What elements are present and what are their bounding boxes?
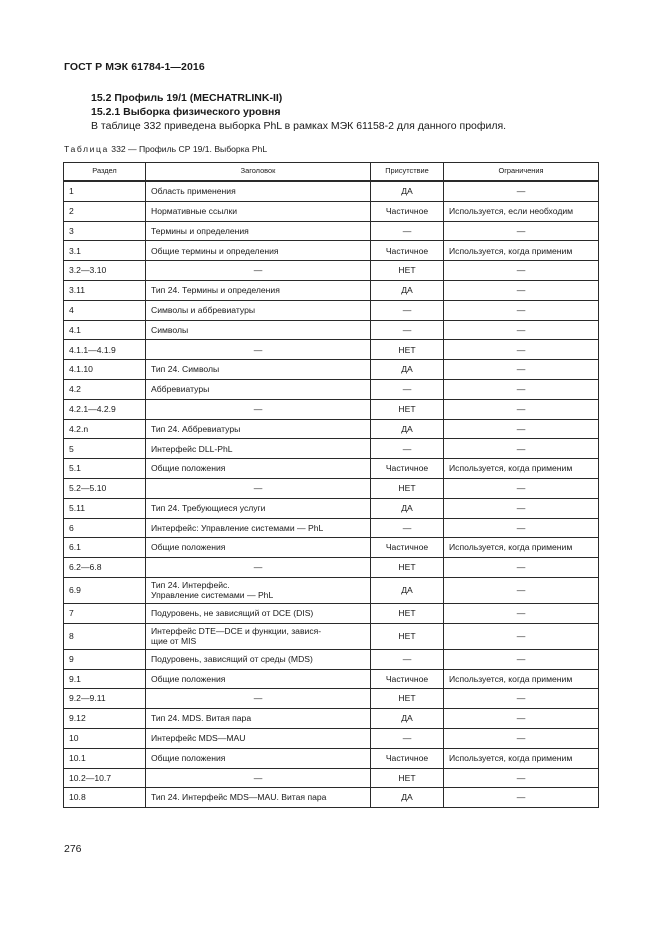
table-row bbox=[64, 649, 599, 669]
cell-title: — bbox=[146, 558, 371, 578]
cell-constraints: — bbox=[444, 340, 599, 360]
cell-constraints: Используется, когда применим bbox=[444, 459, 599, 479]
cell-title: — bbox=[146, 478, 371, 498]
cell-section: 9.12 bbox=[64, 709, 146, 729]
cell-presence: ДА bbox=[371, 709, 444, 729]
table-caption bbox=[64, 144, 267, 154]
cell-constraints: — bbox=[444, 518, 599, 538]
cell-section: 9.2—9.11 bbox=[64, 689, 146, 709]
cell-section: 6.1 bbox=[64, 538, 146, 558]
cell-title: Тип 24. Аббревиатуры bbox=[146, 419, 371, 439]
cell-constraints: — bbox=[444, 558, 599, 578]
cell-presence: ДА bbox=[371, 181, 444, 201]
cell-presence: Частичное bbox=[371, 241, 444, 261]
cell-section: 3.2—3.10 bbox=[64, 261, 146, 281]
cell-section: 10 bbox=[64, 728, 146, 748]
table-row bbox=[64, 603, 599, 623]
table-row bbox=[64, 558, 599, 578]
cell-title: Область применения bbox=[146, 181, 371, 201]
table-row bbox=[64, 399, 599, 419]
cell-presence: ДА bbox=[371, 498, 444, 518]
cell-section: 4 bbox=[64, 300, 146, 320]
cell-section: 6.9 bbox=[64, 577, 146, 603]
cell-title: Термины и определения bbox=[146, 221, 371, 241]
cell-section: 5.2—5.10 bbox=[64, 478, 146, 498]
table-caption-label: Таблица bbox=[64, 144, 109, 154]
cell-constraints: — bbox=[444, 221, 599, 241]
cell-title-line: щие от MIS bbox=[151, 636, 197, 647]
cell-presence: Частичное bbox=[371, 669, 444, 689]
cell-constraints: — bbox=[444, 419, 599, 439]
cell-presence: НЕТ bbox=[371, 689, 444, 709]
cell-section: 9.1 bbox=[64, 669, 146, 689]
cell-presence: — bbox=[371, 300, 444, 320]
table-row bbox=[64, 360, 599, 380]
cell-constraints: — bbox=[444, 498, 599, 518]
cell-constraints: — bbox=[444, 320, 599, 340]
cell-title-line: Интерфейс DTE—DCE и функции, завися- bbox=[151, 625, 322, 636]
table-row bbox=[64, 300, 599, 320]
subsection-title: 15.2.1 Выборка физического уровня bbox=[91, 106, 281, 118]
cell-section: 4.1.1—4.1.9 bbox=[64, 340, 146, 360]
cell-presence: НЕТ bbox=[371, 623, 444, 649]
cell-title: Аббревиатуры bbox=[146, 379, 371, 399]
cell-constraints: Используется, когда применим bbox=[444, 669, 599, 689]
cell-title: — bbox=[146, 689, 371, 709]
cell-section: 9 bbox=[64, 649, 146, 669]
page-number: 276 bbox=[64, 843, 82, 855]
cell-presence: НЕТ bbox=[371, 340, 444, 360]
cell-presence: ДА bbox=[371, 788, 444, 808]
table-row bbox=[64, 709, 599, 729]
cell-title: Тип 24. Интерфейс MDS—MAU. Витая пара bbox=[146, 788, 371, 808]
table-row bbox=[64, 181, 599, 201]
table-row bbox=[64, 478, 599, 498]
cell-title: Тип 24. Символы bbox=[146, 360, 371, 380]
cell-presence: НЕТ bbox=[371, 603, 444, 623]
table-row bbox=[64, 419, 599, 439]
cell-section: 8 bbox=[64, 623, 146, 649]
cell-title: Тип 24. MDS. Витая пара bbox=[146, 709, 371, 729]
cell-constraints: — bbox=[444, 603, 599, 623]
intro-paragraph: В таблице 332 приведена выборка PhL в рамках МЭК 61158-2 для данного профиля. bbox=[91, 120, 507, 132]
cell-title bbox=[146, 577, 371, 603]
cell-constraints: — bbox=[444, 689, 599, 709]
table-row bbox=[64, 241, 599, 261]
cell-presence: ДА bbox=[371, 577, 444, 603]
cell-title: Интерфейс: Управление системами — PhL bbox=[146, 518, 371, 538]
cell-presence: Частичное bbox=[371, 201, 444, 221]
cell-constraints: — bbox=[444, 261, 599, 281]
document-header: ГОСТ Р МЭК 61784-1—2016 bbox=[64, 61, 205, 73]
cell-constraints: — bbox=[444, 439, 599, 459]
cell-title: Общие термины и определения bbox=[146, 241, 371, 261]
table-row bbox=[64, 439, 599, 459]
column-header-section: Раздел bbox=[64, 163, 146, 182]
cell-section: 3.11 bbox=[64, 280, 146, 300]
cell-presence: НЕТ bbox=[371, 478, 444, 498]
table-row bbox=[64, 689, 599, 709]
cell-constraints: Используется, если необходим bbox=[444, 201, 599, 221]
cell-title: Тип 24. Требующиеся услуги bbox=[146, 498, 371, 518]
cell-presence: ДА bbox=[371, 360, 444, 380]
cell-section: 10.1 bbox=[64, 748, 146, 768]
cell-presence: — bbox=[371, 439, 444, 459]
cell-section: 5 bbox=[64, 439, 146, 459]
section-title: 15.2 Профиль 19/1 (MECHATRLINK-II) bbox=[91, 92, 283, 104]
cell-section: 4.1.10 bbox=[64, 360, 146, 380]
cell-constraints: — bbox=[444, 181, 599, 201]
cell-constraints: Используется, когда применим bbox=[444, 538, 599, 558]
cell-presence: Частичное bbox=[371, 459, 444, 479]
table-row bbox=[64, 748, 599, 768]
cell-constraints: — bbox=[444, 709, 599, 729]
table-row bbox=[64, 669, 599, 689]
cell-title: Тип 24. Термины и определения bbox=[146, 280, 371, 300]
cell-title: Подуровень, не зависящий от DCE (DIS) bbox=[146, 603, 371, 623]
cell-title: Интерфейс MDS—MAU bbox=[146, 728, 371, 748]
table-row bbox=[64, 459, 599, 479]
table-row bbox=[64, 379, 599, 399]
cell-section: 6 bbox=[64, 518, 146, 538]
cell-presence: — bbox=[371, 518, 444, 538]
table-row bbox=[64, 623, 599, 649]
cell-section: 7 bbox=[64, 603, 146, 623]
cell-constraints: Используется, когда применим bbox=[444, 241, 599, 261]
cell-section: 2 bbox=[64, 201, 146, 221]
table-row bbox=[64, 280, 599, 300]
cell-title: — bbox=[146, 340, 371, 360]
cell-constraints: — bbox=[444, 623, 599, 649]
cell-presence: НЕТ bbox=[371, 558, 444, 578]
cell-constraints: — bbox=[444, 768, 599, 788]
cell-section: 10.8 bbox=[64, 788, 146, 808]
table-row bbox=[64, 320, 599, 340]
cell-presence: — bbox=[371, 221, 444, 241]
table-row bbox=[64, 261, 599, 281]
cell-title: Интерфейс DLL-PhL bbox=[146, 439, 371, 459]
selection-table bbox=[63, 162, 599, 808]
cell-presence: ДА bbox=[371, 280, 444, 300]
cell-title: Общие положения bbox=[146, 748, 371, 768]
cell-title: Общие положения bbox=[146, 538, 371, 558]
cell-title: Нормативные ссылки bbox=[146, 201, 371, 221]
table-row bbox=[64, 221, 599, 241]
cell-presence: НЕТ bbox=[371, 768, 444, 788]
cell-constraints: — bbox=[444, 300, 599, 320]
table-row bbox=[64, 201, 599, 221]
cell-constraints: — bbox=[444, 280, 599, 300]
table-header-row bbox=[64, 163, 599, 182]
cell-title: Подуровень, зависящий от среды (MDS) bbox=[146, 649, 371, 669]
table-row bbox=[64, 577, 599, 603]
cell-section: 4.2.1—4.2.9 bbox=[64, 399, 146, 419]
cell-presence: Частичное bbox=[371, 538, 444, 558]
cell-presence: НЕТ bbox=[371, 261, 444, 281]
cell-constraints: — bbox=[444, 399, 599, 419]
cell-section: 4.1 bbox=[64, 320, 146, 340]
cell-title: Символы и аббревиатуры bbox=[146, 300, 371, 320]
cell-constraints: — bbox=[444, 478, 599, 498]
cell-presence: — bbox=[371, 728, 444, 748]
table-row bbox=[64, 340, 599, 360]
cell-presence: ДА bbox=[371, 419, 444, 439]
cell-title-line: Тип 24. Интерфейс. bbox=[151, 579, 230, 590]
table-caption-text: 332 — Профиль СР 19/1. Выборка PhL bbox=[111, 144, 268, 154]
cell-title: — bbox=[146, 768, 371, 788]
table-row bbox=[64, 768, 599, 788]
cell-section: 4.2 bbox=[64, 379, 146, 399]
cell-title-line: Управление системами — PhL bbox=[151, 590, 274, 601]
cell-title: — bbox=[146, 261, 371, 281]
cell-title bbox=[146, 623, 371, 649]
cell-title: Символы bbox=[146, 320, 371, 340]
cell-constraints: — bbox=[444, 728, 599, 748]
cell-section: 5.1 bbox=[64, 459, 146, 479]
table-row bbox=[64, 518, 599, 538]
cell-section: 10.2—10.7 bbox=[64, 768, 146, 788]
table-row bbox=[64, 538, 599, 558]
cell-constraints: — bbox=[444, 649, 599, 669]
column-header-presence: Присутствие bbox=[371, 163, 444, 182]
cell-section: 3 bbox=[64, 221, 146, 241]
cell-constraints: — bbox=[444, 788, 599, 808]
column-header-title: Заголовок bbox=[146, 163, 371, 182]
cell-title: Общие положения bbox=[146, 669, 371, 689]
cell-section: 1 bbox=[64, 181, 146, 201]
cell-constraints: — bbox=[444, 379, 599, 399]
cell-title: Общие положения bbox=[146, 459, 371, 479]
cell-presence: — bbox=[371, 379, 444, 399]
column-header-constraints: Ограничения bbox=[444, 163, 599, 182]
table-row bbox=[64, 788, 599, 808]
cell-presence: — bbox=[371, 320, 444, 340]
table-row bbox=[64, 728, 599, 748]
cell-constraints: — bbox=[444, 577, 599, 603]
cell-section: 4.2.n bbox=[64, 419, 146, 439]
cell-section: 5.11 bbox=[64, 498, 146, 518]
cell-constraints: Используется, когда применим bbox=[444, 748, 599, 768]
table-row bbox=[64, 498, 599, 518]
cell-presence: — bbox=[371, 649, 444, 669]
cell-section: 3.1 bbox=[64, 241, 146, 261]
cell-presence: НЕТ bbox=[371, 399, 444, 419]
cell-section: 6.2—6.8 bbox=[64, 558, 146, 578]
table-body bbox=[64, 181, 599, 808]
cell-constraints: — bbox=[444, 360, 599, 380]
cell-title: — bbox=[146, 399, 371, 419]
cell-presence: Частичное bbox=[371, 748, 444, 768]
